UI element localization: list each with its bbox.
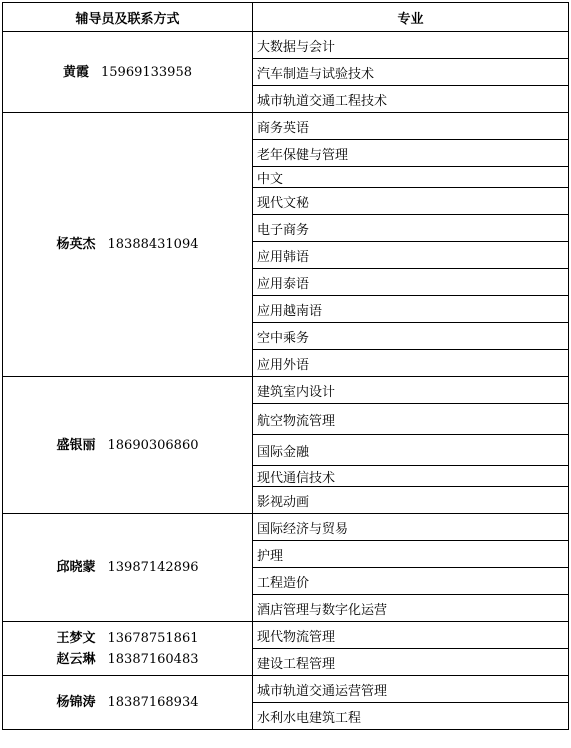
table-body xyxy=(3,32,569,730)
counselor-phone: 18387160483 xyxy=(107,651,199,667)
header-major: 专业 xyxy=(253,3,569,32)
table-row xyxy=(3,113,569,140)
counselor-line xyxy=(3,234,252,255)
counselor-name: 邱晓蒙 xyxy=(56,560,96,575)
major-cell: 国际经济与贸易 xyxy=(253,514,569,541)
counselor-table-container xyxy=(2,2,569,730)
major-cell: 城市轨道交通运营管理 xyxy=(253,676,569,703)
counselor-cell xyxy=(3,676,253,730)
table-row xyxy=(3,377,569,404)
header-counselor-contact: 辅导员及联系方式 xyxy=(3,3,253,32)
counselor-line xyxy=(3,435,252,456)
major-cell: 电子商务 xyxy=(253,215,569,242)
counselor-phone: 18388431094 xyxy=(107,237,199,252)
major-cell: 老年保健与管理 xyxy=(253,140,569,167)
major-cell: 汽车制造与试验技术 xyxy=(253,59,569,86)
counselor-cell xyxy=(3,514,253,622)
counselor-line xyxy=(3,62,252,83)
counselor-cell xyxy=(3,32,253,113)
table-row xyxy=(3,676,569,703)
major-cell: 现代通信技术 xyxy=(253,466,569,487)
counselor-cell xyxy=(3,377,253,514)
major-cell: 现代文秘 xyxy=(253,188,569,215)
table-row xyxy=(3,622,569,649)
major-cell: 国际金融 xyxy=(253,435,569,466)
major-cell: 现代物流管理 xyxy=(253,622,569,649)
major-cell: 航空物流管理 xyxy=(253,404,569,435)
major-cell: 建设工程管理 xyxy=(253,649,569,676)
counselor-name: 黄霞 xyxy=(63,64,90,80)
counselor-line xyxy=(3,628,252,649)
counselor-phone: 18387168934 xyxy=(107,695,199,710)
counselor-cell xyxy=(3,622,253,676)
major-cell: 大数据与会计 xyxy=(253,32,569,59)
major-cell: 护理 xyxy=(253,541,569,568)
major-cell: 商务英语 xyxy=(253,113,569,140)
counselor-major-table xyxy=(2,2,569,730)
counselor-name: 赵云琳 xyxy=(56,651,96,667)
counselor-name: 杨锦涛 xyxy=(56,695,96,710)
major-cell: 建筑室内设计 xyxy=(253,377,569,404)
counselor-phone: 13987142896 xyxy=(107,560,199,575)
table-row xyxy=(3,32,569,59)
major-cell: 应用泰语 xyxy=(253,269,569,296)
counselor-name: 盛银丽 xyxy=(56,437,96,453)
counselor-name: 王梦文 xyxy=(56,630,96,646)
counselor-line xyxy=(3,692,252,713)
major-cell: 空中乘务 xyxy=(253,323,569,350)
counselor-phone: 15969133958 xyxy=(101,64,192,80)
counselor-line xyxy=(3,557,252,578)
major-cell: 应用韩语 xyxy=(253,242,569,269)
counselor-name: 杨英杰 xyxy=(56,237,96,252)
counselor-line xyxy=(3,649,252,670)
table-row xyxy=(3,514,569,541)
major-cell: 应用外语 xyxy=(253,350,569,377)
major-cell: 工程造价 xyxy=(253,568,569,595)
major-cell: 酒店管理与数字化运营 xyxy=(253,595,569,622)
major-cell: 水利水电建筑工程 xyxy=(253,703,569,730)
counselor-phone: 13678751861 xyxy=(107,630,199,646)
major-cell: 应用越南语 xyxy=(253,296,569,323)
major-cell: 城市轨道交通工程技术 xyxy=(253,86,569,113)
counselor-cell xyxy=(3,113,253,377)
major-cell: 影视动画 xyxy=(253,487,569,514)
major-cell: 中文 xyxy=(253,167,569,188)
table-header-row xyxy=(3,3,569,32)
counselor-phone: 18690306860 xyxy=(107,437,199,453)
